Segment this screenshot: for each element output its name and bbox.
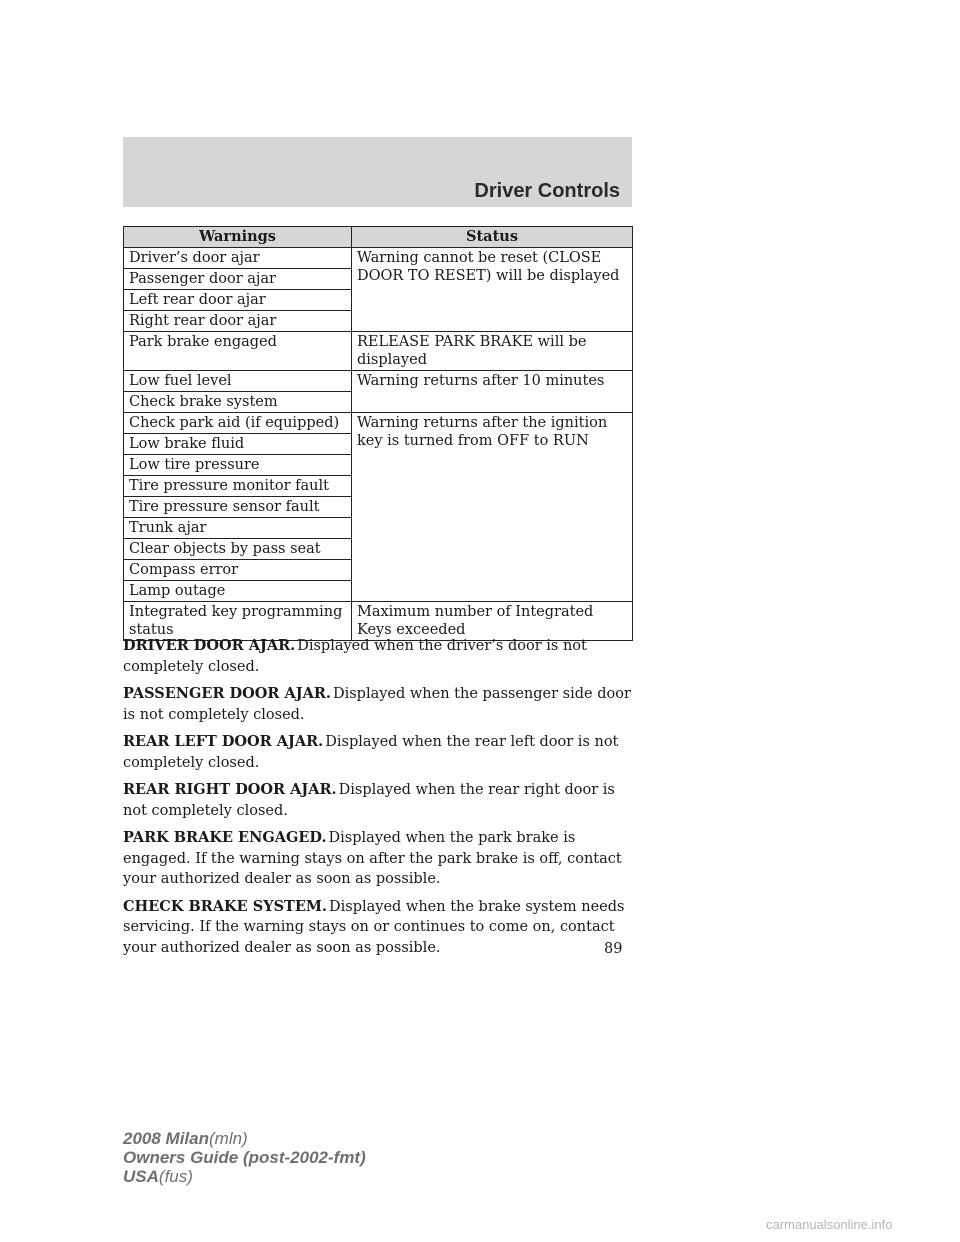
- warning-cell: Passenger door ajar: [124, 269, 352, 290]
- warning-cell: Park brake engaged: [124, 332, 352, 371]
- status-cell: Warning returns after the ignition key is turned from OFF to RUN: [352, 413, 633, 602]
- warning-cell: Low tire pressure: [124, 455, 352, 476]
- description: Displayed when the brake system needs servicing. If the warning stays on or continues to come on, contact your authorized dealer as soon as possible.: [123, 898, 625, 956]
- paragraph-rear-right-door-ajar: [123, 780, 643, 821]
- description: Displayed when the park brake is engaged. If the warning stays on after the park brake is off, contact your authorized dealer as soon as possible.: [123, 830, 622, 887]
- section-title: Driver Controls: [474, 180, 620, 202]
- footer-model: 2008 Milan: [123, 1129, 209, 1148]
- table-row: [124, 413, 633, 434]
- description: Displayed when the driver’s door is not completely closed.: [123, 638, 587, 675]
- header-status: Status: [352, 227, 633, 248]
- description: Displayed when the rear left door is not completely closed.: [123, 734, 619, 771]
- warning-cell: Tire pressure sensor fault: [124, 497, 352, 518]
- table-header-row: [124, 227, 633, 248]
- paragraph-park-brake-engaged: [123, 828, 643, 890]
- term: REAR LEFT DOOR AJAR.: [123, 733, 324, 750]
- term: REAR RIGHT DOOR AJAR.: [123, 781, 337, 798]
- table-row: [124, 332, 633, 371]
- warning-cell: Low brake fluid: [124, 434, 352, 455]
- term: DRIVER DOOR AJAR.: [123, 637, 296, 654]
- watermark: carmanualsonline.info: [766, 1217, 893, 1232]
- status-cell: Maximum number of Integrated Keys exceeded: [352, 602, 633, 641]
- paragraph-passenger-door-ajar: [123, 684, 643, 725]
- warning-cell: Lamp outage: [124, 581, 352, 602]
- paragraph-rear-left-door-ajar: [123, 732, 643, 773]
- header-warnings: Warnings: [124, 227, 352, 248]
- description: Displayed when the rear right door is not completely closed.: [123, 782, 615, 819]
- footer-line-3: [123, 1167, 366, 1186]
- description: Displayed when the passenger side door is not completely closed.: [123, 686, 631, 723]
- term: PASSENGER DOOR AJAR.: [123, 685, 331, 702]
- warning-cell: Integrated key programming status: [124, 602, 352, 641]
- warning-cell: Check brake system: [124, 392, 352, 413]
- footer-market-code: (fus): [158, 1167, 193, 1186]
- warning-cell: Right rear door ajar: [124, 311, 352, 332]
- term: CHECK BRAKE SYSTEM.: [123, 897, 327, 915]
- footer: [123, 1129, 366, 1186]
- warning-cell: Trunk ajar: [124, 518, 352, 539]
- warning-cell: Check park aid (if equipped): [124, 413, 352, 434]
- status-cell: Warning cannot be reset (CLOSE DOOR TO RESET) will be displayed: [352, 248, 633, 332]
- term: PARK BRAKE ENGAGED.: [123, 829, 327, 846]
- footer-line-2: Owners Guide (post-2002-fmt): [123, 1148, 366, 1167]
- warning-cell: Compass error: [124, 560, 352, 581]
- page-number: 89: [604, 941, 623, 957]
- warnings-table: [123, 226, 633, 641]
- paragraph-driver-door-ajar: [123, 636, 643, 677]
- footer-line-1: [123, 1129, 366, 1148]
- footer-market: USA: [123, 1167, 159, 1186]
- status-cell: RELEASE PARK BRAKE will be displayed: [352, 332, 633, 371]
- section-header-band: [123, 137, 632, 207]
- warning-cell: Driver’s door ajar: [124, 248, 352, 269]
- warning-cell: Left rear door ajar: [124, 290, 352, 311]
- table-row: [124, 602, 633, 641]
- paragraph-check-brake-system: [123, 897, 643, 959]
- footer-model-code: (mln): [209, 1129, 248, 1148]
- table-row: [124, 371, 633, 392]
- warning-cell: Low fuel level: [124, 371, 352, 392]
- body-text: [123, 636, 643, 965]
- warning-cell: Tire pressure monitor fault: [124, 476, 352, 497]
- table-row: [124, 248, 633, 269]
- warning-cell: Clear objects by pass seat: [124, 539, 352, 560]
- status-cell: Warning returns after 10 minutes: [352, 371, 633, 413]
